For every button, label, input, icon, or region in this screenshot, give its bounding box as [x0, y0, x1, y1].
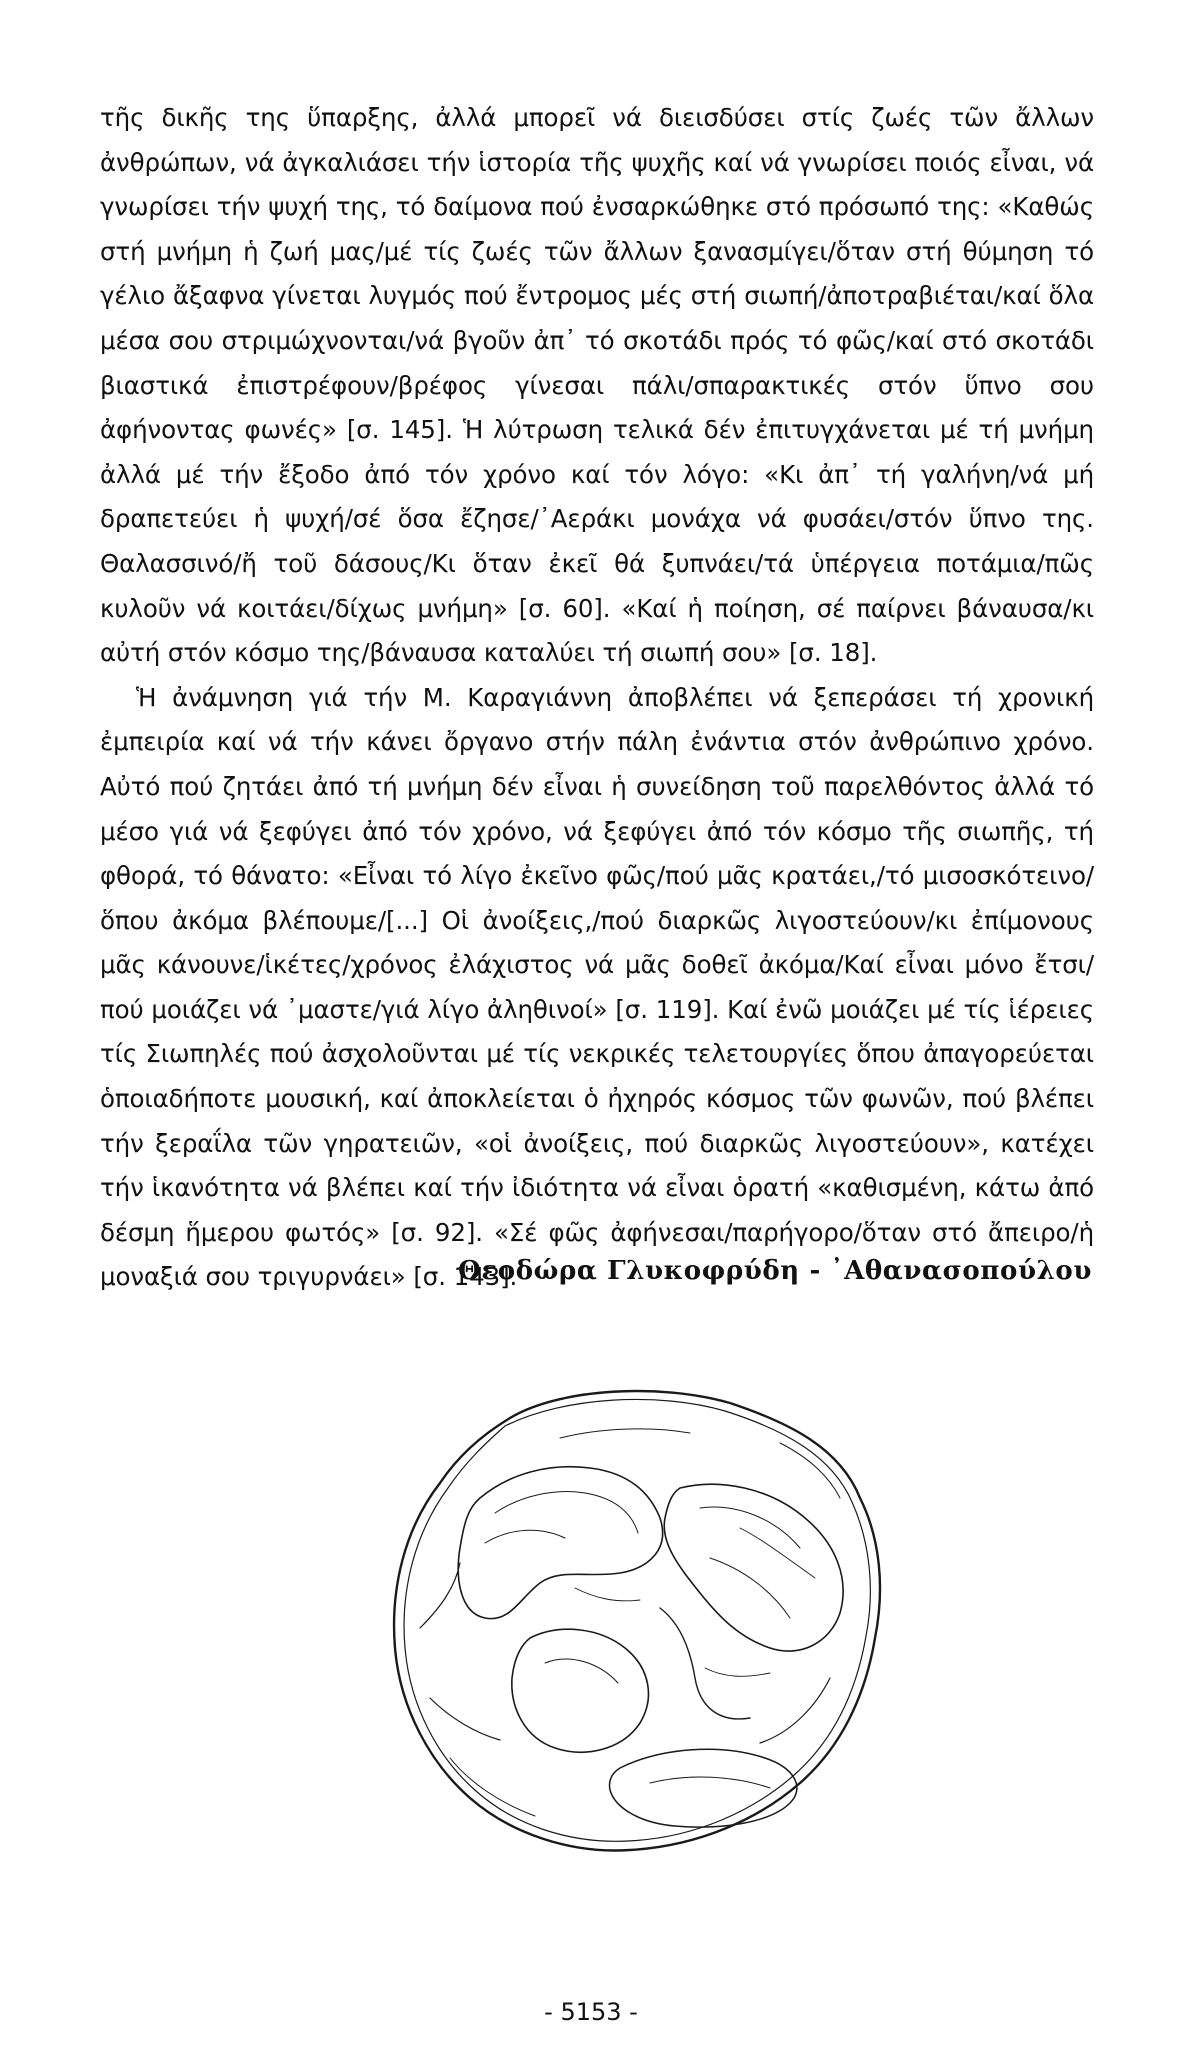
page-number: - 5153 - [544, 1998, 638, 2026]
body-paragraph-1: τῆς δικῆς της ὕπαρξης, ἀλλά μπορεῖ νά διεισδύσει στίς ζωές τῶν ἄλλων ἀνθρώπων, νά ἀγκαλιάσει τήν ἱστορία τῆς ψυχῆς καί νά γνωρίσει ποιός εἶναι, νά γνωρίσει τήν ψυχή της, τό δαίμονα πού ἐνσαρκώθηκε στό πρόσωπό της: «Καθώς στή μνήμη ἡ ζωή μας/μέ τίς ζωές τῶν ἄλλων ξανασμίγει/ὅταν στή θύμηση τό γέλιο ἄξαφνα γίνεται λυγμός πού ἔντρομος μές στή σιωπή/ἀποτραβιέται/καί ὅλα μέσα σου στριμώχνονται/νά βγοῦν ἀπ᾿ τό σκοτάδι πρός τό φῶς/καί στό σκοτάδι βιαστικά ἐπιστρέφουν/βρέφος γίνεσαι πάλι/σπαρακτικές στόν ὕπνο σου ἀφήνοντας φωνές» [σ. 145]. Ἡ λύτρωση τελικά δέν ἐπιτυγχάνεται μέ τή μνήμη ἀλλά μέ τήν ἔξοδο ἀπό τόν χρόνο καί τόν λόγο: «Κι ἀπ᾿ τή γαλήνη/νά μή δραπετεύει ἡ ψυχή/σέ ὅσα ἔζησε/᾿Αεράκι μονάχα νά φυσάει/στόν ὕπνο της. Θαλασσινό/ἤ τοῦ δάσους/Κι ὅταν ἐκεῖ θά ξυπνάει/τά ὑπέργεια ποτάμια/πῶς κυλοῦν νά κοιτάει/δίχως μνήμη» [σ. 60]. «Καί ἡ ποίηση, σέ παίρνει βάναυσα/κι αὐτή στόν κόσμο της/βάναυσα καταλύει τή σιωπή σου» [σ. 18]. [100, 103, 1094, 668]
author-signature: Θεοδώρα Γλυκοφρύδη - ᾿Αθανασοπούλου [458, 1256, 1092, 1286]
body-paragraph-2: Ἡ ἀνάμνηση γιά τήν Μ. Καραγιάννη ἀποβλέπει νά ξεπεράσει τή χρονική ἐμπειρία καί νά τήν κάνει ὄργανο στήν πάλη ἐνάντια στόν ἀνθρώπινο χρόνο. Αὐτό πού ζητάει ἀπό τή μνήμη δέν εἶναι ἡ συνείδηση τοῦ παρελθόντος ἀλλά τό μέσο γιά νά ξεφύγει ἀπό τόν χρόνο, νά ξεφύγει ἀπό τόν κόσμο τῆς σιωπῆς, τή φθορά, τό θάνατο: «Εἶναι τό λίγο ἐκεῖνο φῶς/πού μᾶς κρατάει,/τό μισοσκότεινο/ὅπου ἀκόμα βλέπουμε/[...] Οἱ ἀνοίξεις,/πού διαρκῶς λιγοστεύουν/κι ἐπίμονους μᾶς κάνουνε/ἱκέτες/χρόνος ἐλάχιστος νά μᾶς δοθεῖ ἀκόμα/Καί εἶναι μόνο ἔτσι/πού μοιάζει νά ᾿μαστε/γιά λίγο ἀληθινοί» [σ. 119]. Καί ἐνῶ μοιάζει μέ τίς ἱέρειες τίς Σιωπηλές πού ἀσχολοῦνται μέ τίς νεκρικές τελετουργίες ὅπου ἀπαγορεύεται ὁποιαδήποτε μουσική, καί ἀποκλείεται ὁ ἠχηρός κόσμος τῶν φωνῶν, πού βλέπει τήν ξεραΐλα τῶν γηρατειῶν, «οἱ ἀνοίξεις, πού διαρκῶς λιγοστεύουν», κατέχει τήν ἱκανότητα νά βλέπει καί τήν ἰδιότητα νά εἶναι ὁρατή «καθισμένη, κάτω ἀπό δέσμη ἥμερου φωτός» [σ. 92]. «Σέ φῶς ἀφήνεσαι/παρήγορο/ὅταν στό ἄπειρο/ἡ μοναξιά σου τριγυρνάει» [σ. 143]. [100, 682, 1094, 1292]
article-body [100, 96, 1094, 1300]
globe-sketch-icon [360, 1378, 920, 1878]
